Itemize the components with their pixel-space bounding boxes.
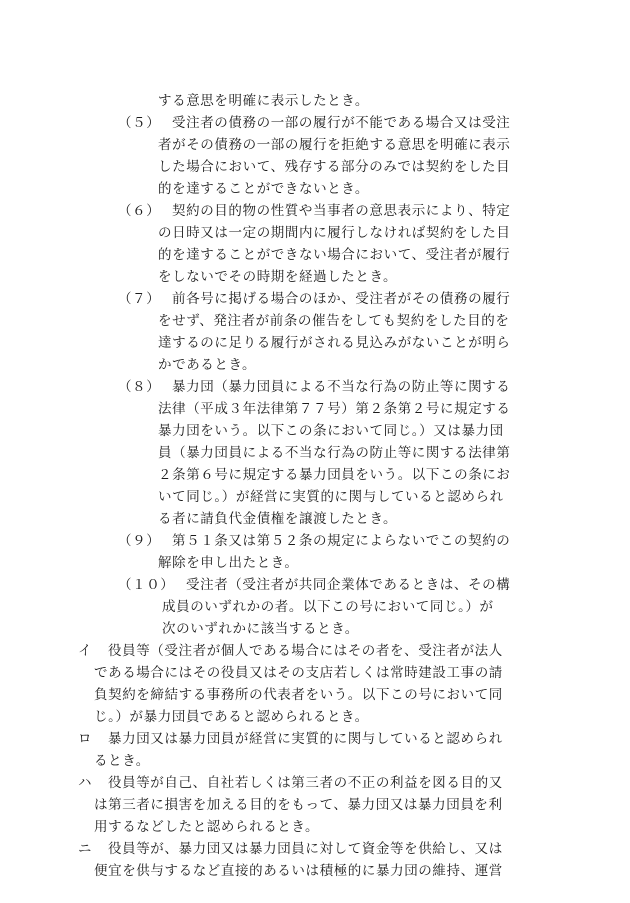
text-line xyxy=(0,442,630,464)
item-text: 法律（平成３年法律第７７号）第２条第２号に規定する xyxy=(158,401,511,417)
text-line xyxy=(0,706,630,728)
item-text: 役員等（受注者が個人である場合にはその者を、受注者が法人 xyxy=(108,643,503,659)
text-line xyxy=(0,750,630,772)
item-text: 役員等が、暴力団又は暴力団員に対して資金等を供給し、又は xyxy=(108,841,503,857)
item-text: である場合にはその役員又はその支店若しくは常時建設工事の請 xyxy=(94,665,503,681)
item-label: ロ xyxy=(78,731,93,747)
text-line xyxy=(0,244,630,266)
text-line xyxy=(0,838,630,860)
text-line xyxy=(0,728,630,750)
text-line xyxy=(0,112,630,134)
text-line xyxy=(0,530,630,552)
item-text: ２条第６号に規定する暴力団員をいう。以下この条にお xyxy=(158,467,511,483)
text-line xyxy=(0,90,630,112)
text-line xyxy=(0,398,630,420)
text-line xyxy=(0,134,630,156)
item-label: （８） xyxy=(118,379,161,395)
item-label: （７） xyxy=(118,291,161,307)
text-line xyxy=(0,310,630,332)
item-text: 便宜を供与するなど直接的あるいは積極的に暴力団の維持、運営 xyxy=(94,863,503,879)
item-text: 的を達することができない場合において、受注者が履行 xyxy=(158,247,511,263)
text-line xyxy=(0,640,630,662)
item-text: 受注者（受注者が共同企業体であるときは、その構 xyxy=(186,577,511,593)
item-text: 契約の目的物の性質や当事者の意思表示により、特定 xyxy=(172,203,511,219)
text-line xyxy=(0,332,630,354)
text-line xyxy=(0,486,630,508)
item-text: 暴力団（暴力団員による不当な行為の防止等に関する xyxy=(172,379,511,395)
item-text: をしないでその時期を経過したとき。 xyxy=(158,269,398,285)
text-line xyxy=(0,508,630,530)
item-label: （５） xyxy=(118,115,161,131)
item-label: イ xyxy=(78,643,93,659)
text-line xyxy=(0,354,630,376)
text-line xyxy=(0,618,630,640)
text-line xyxy=(0,222,630,244)
item-label: （６） xyxy=(118,203,161,219)
text-line xyxy=(0,772,630,794)
item-text: 役員等が自己、自社若しくは第三者の不正の利益を図る目的又 xyxy=(108,775,503,791)
text-line xyxy=(0,794,630,816)
item-text: 前各号に掲げる場合のほか、受注者がその債務の履行 xyxy=(172,291,511,307)
item-label: ハ xyxy=(78,775,93,791)
item-text: る者に請負代金債権を譲渡したとき。 xyxy=(158,511,398,527)
text-line xyxy=(0,200,630,222)
item-text: 用するなどしたと認められるとき。 xyxy=(94,819,320,835)
text-line xyxy=(0,574,630,596)
text-line xyxy=(0,376,630,398)
item-label: （９） xyxy=(118,533,161,549)
item-text: かであるとき。 xyxy=(158,357,257,373)
text-line xyxy=(0,552,630,574)
text-line xyxy=(0,464,630,486)
item-text: 第５１条又は第５２条の規定によらないでこの契約の xyxy=(172,533,511,549)
item-text: する意思を明確に表示したとき。 xyxy=(158,93,369,109)
item-text: 員（暴力団員による不当な行為の防止等に関する法律第 xyxy=(158,445,511,461)
item-label: ニ xyxy=(78,841,93,857)
item-text: 暴力団をいう。以下この条において同じ。）又は暴力団 xyxy=(158,423,504,439)
text-line xyxy=(0,596,630,618)
item-text: るとき。 xyxy=(94,753,150,769)
item-text: 成員のいずれかの者。以下この号において同じ。）が xyxy=(162,599,494,615)
text-line xyxy=(0,684,630,706)
item-text: をせず、発注者が前条の催告をしても契約をした目的を xyxy=(158,313,510,329)
text-line xyxy=(0,288,630,310)
item-text: の日時又は一定の期間内に履行しなければ契約をした目 xyxy=(158,225,511,241)
item-text: 達するのに足りる履行がされる見込みがないことが明ら xyxy=(158,335,511,351)
item-text: 暴力団又は暴力団員が経営に実質的に関与していると認められ xyxy=(108,731,503,747)
item-label: （１０） xyxy=(118,577,175,593)
item-text: 的を達することができないとき。 xyxy=(158,181,369,197)
text-line xyxy=(0,860,630,882)
text-line xyxy=(0,266,630,288)
item-text: 受注者の債務の一部の履行が不能である場合又は受注 xyxy=(172,115,511,131)
text-line xyxy=(0,178,630,200)
text-line xyxy=(0,420,630,442)
item-text: 解除を申し出たとき。 xyxy=(158,555,299,571)
item-text: じ。）が暴力団員であると認められるとき。 xyxy=(94,709,369,725)
text-line xyxy=(0,156,630,178)
text-line xyxy=(0,816,630,838)
item-text: は第三者に損害を加える目的をもって、暴力団又は暴力団員を利 xyxy=(94,797,503,813)
item-text: いて同じ。）が経営に実質的に関与していると認められ xyxy=(158,489,504,505)
text-line xyxy=(0,662,630,684)
item-text: 者がその債務の一部の履行を拒絶する意思を明確に表示 xyxy=(158,137,511,153)
item-text: した場合において、残存する部分のみでは契約をした目 xyxy=(158,159,511,175)
item-text: 負契約を締結する事務所の代表者をいう。以下この号において同 xyxy=(94,687,503,703)
item-text: 次のいずれかに該当するとき。 xyxy=(162,621,359,637)
